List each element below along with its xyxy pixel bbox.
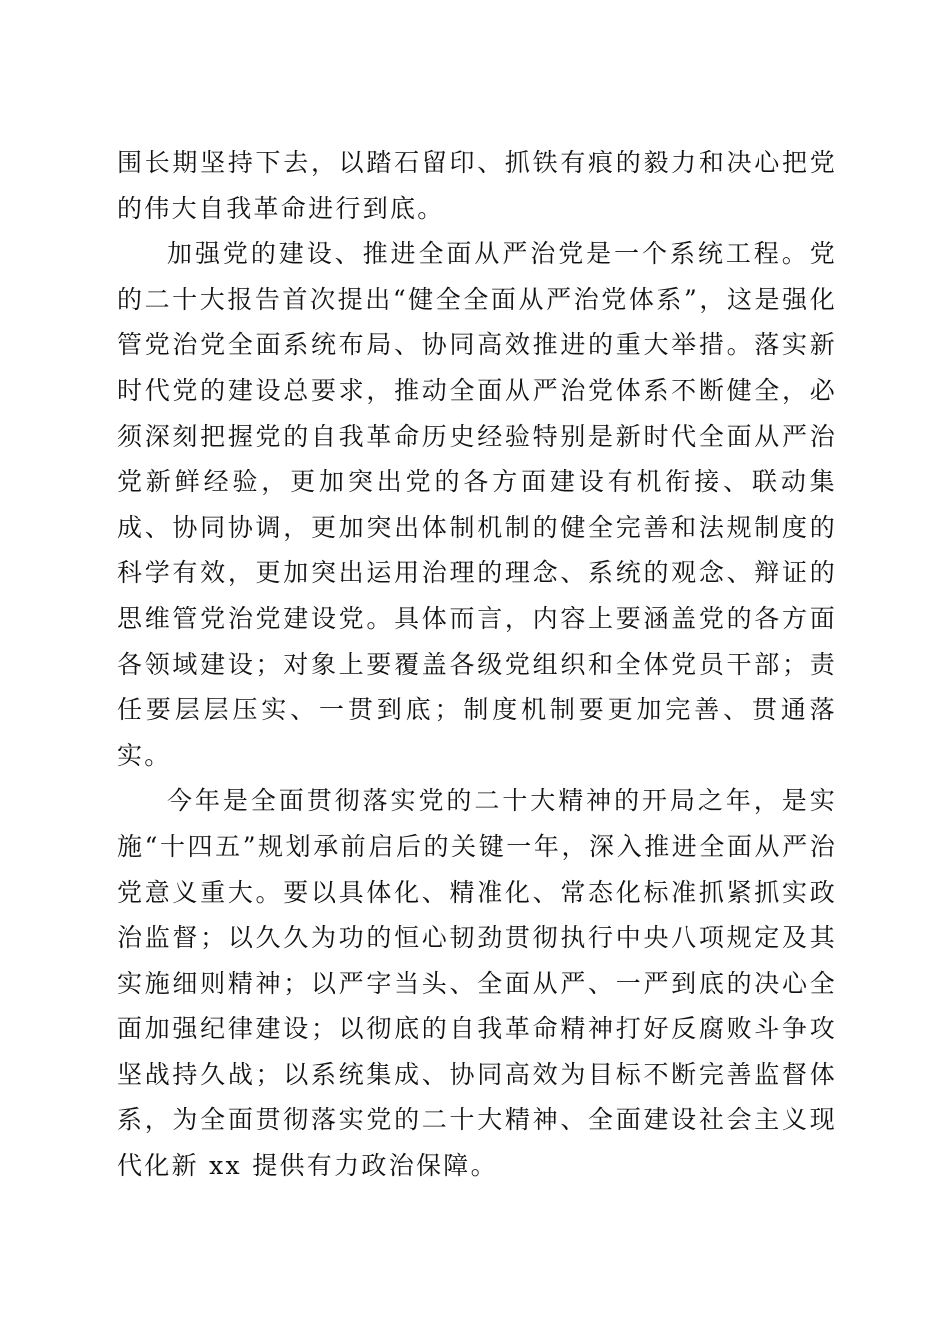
paragraph-this-year: 今年是全面贯彻落实党的二十大精神的开局之年，是实施“十四五”规划承前启后的关键一年，深入推进全面从严治党意义重大。要以具体化、精准化、常态化标准抓紧抓实政治监督；以久久为功的恒心韧劲贯彻执行中央八项规定及其实施细则精神；以严字当头、全面从严、一严到底的决心全面加强纪律建设；以彻底的自我革命精神打好反腐败斗争攻坚战持久战；以系统集成、协同高效为目标不断完善监督体系，为全面贯彻落实党的二十大精神、全面建设社会主义现代化新 xx 提供有力政治保障。 (117, 786, 837, 1181)
document-body (117, 140, 837, 1189)
paragraph-system-engineering: 加强党的建设、推进全面从严治党是一个系统工程。党的二十大报告首次提出“健全全面从严治党体系”，这是强化管党治党全面系统布局、协同高效推进的重大举措。落实新时代党的建设总要求，推动全面从严治党体系不断健全，必须深刻把握党的自我革命历史经验特别是新时代全面从严治党新鲜经验，更加突出党的各方面建设有机衔接、联动集成、协同协调，更加突出体制机制的健全完善和法规制度的科学有效，更加突出运用治理的理念、系统的观念、辩证的思维管党治党建设党。具体而言，内容上要涵盖党的各方面各领域建设；对象上要覆盖各级党组织和全体党员干部；责任要层层压实、一贯到底；制度机制要更加完善、贯通落实。 (117, 239, 837, 770)
paragraph-continuation: 围长期坚持下去，以踏石留印、抓铁有痕的毅力和决心把党的伟大自我革命进行到底。 (117, 148, 837, 223)
